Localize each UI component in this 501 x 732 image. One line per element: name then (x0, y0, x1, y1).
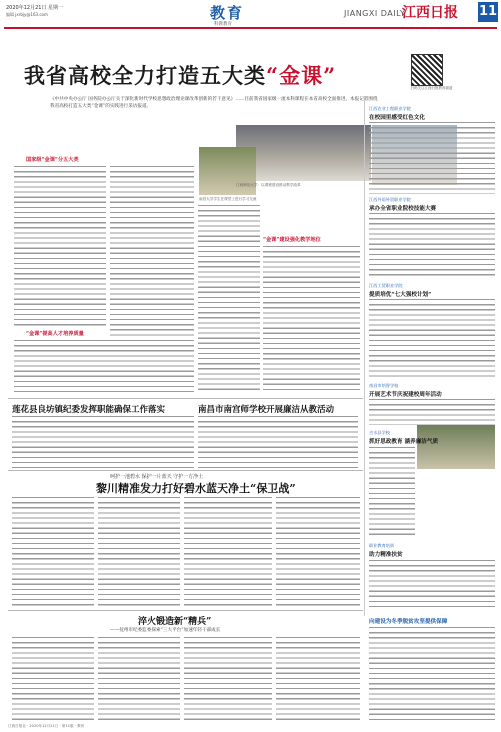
sidebar-5-title[interactable]: 抓好思政教育 涵养廉洁气质 (369, 439, 439, 445)
sidebar-7-title[interactable]: 向建设为冬季脱贫攻坚提供保障 (369, 619, 448, 625)
sidebar-3-title[interactable]: 提质培优“七大强校计划” (369, 292, 432, 298)
sidebar-4-title[interactable]: 开展艺术节庆祝建校周年活动 (369, 392, 442, 398)
page-headline (24, 60, 336, 90)
story-big-kicker: 呵护一池碧水 保护一片蓝天 守护一方净土 (110, 474, 204, 480)
page-number: 11 (478, 2, 498, 22)
story-bottom-col-1 (12, 637, 94, 723)
sidebar-4-body (369, 399, 495, 425)
subhead-quality: “金课”提高人才培养质量 (26, 331, 84, 337)
sidebar-6-kicker: 职业教育培训 (369, 543, 395, 548)
sidebar-photo (417, 425, 495, 469)
sidebar-1-kicker: 江西农业工程职业学院 (369, 106, 411, 111)
story-left-body (12, 416, 194, 468)
sidebar-divider (364, 96, 365, 616)
photo-caption-left: 南昌大学学生在课堂上进行学习交流 (199, 197, 257, 201)
headline-prefix: 我省高校全力打造五大类 (24, 63, 266, 88)
qr-code[interactable] (411, 54, 443, 86)
section-subtitle: 科教教育 (214, 22, 232, 27)
story-big-col-2 (98, 497, 180, 607)
photo-caption-top: 江西师范大学：以课程建设推动教学改革 (236, 183, 301, 187)
paper-name-en: JIANGXI DAILY (344, 9, 406, 18)
story-bottom-col-2 (98, 637, 180, 723)
story-big-title[interactable]: 黎川精准发力打好碧水蓝天净土“保卫战” (96, 482, 296, 495)
story-bottom-col-3 (184, 637, 272, 723)
lead-paragraph: 《中共中央办公厅 国务院办公厅关于深化新时代学校思想政治理论课改革创新的若干意见》……目前我省国家级一流本科课程在本省高校全面推进，本报记者围绕我省高校打造五大类“金课”的实践进行采访报道。 (50, 97, 378, 109)
sidebar-3-body (369, 299, 495, 379)
story-right-title[interactable]: 南昌市南宫师学校开展廉洁从教活动 (198, 405, 335, 415)
sidebar-1-body (369, 122, 495, 194)
main-article-col-1 (14, 166, 106, 326)
story-bottom-kicker: ——抚州市纪委监委探索“三大平台”加速年轻干部成长 (110, 628, 221, 633)
story-bottom-title[interactable]: 淬火锻造新“精兵” (138, 617, 212, 627)
section-title: 教育 (210, 4, 245, 22)
sidebar-2-kicker: 江西外语外贸职业学院 (369, 197, 411, 202)
story-big-col-3 (184, 497, 272, 607)
sidebar-1-title[interactable]: 在校园里感受红色文化 (369, 115, 425, 121)
sidebar-2-body (369, 213, 495, 279)
main-article-col-4 (263, 246, 360, 393)
story-big-col-4 (276, 497, 360, 607)
sidebar-5-kicker: 吉水县学校 (369, 430, 390, 435)
sidebar-3-kicker: 江西工贸职业学院 (369, 283, 403, 288)
sidebar-2-title[interactable]: 承办全省职业院校技能大赛 (369, 206, 437, 212)
subhead-teaching: “金课”建设强化教学地位 (263, 237, 321, 243)
sidebar-6-title[interactable]: 助力精准扶贫 (369, 552, 403, 558)
main-article-col-5 (14, 340, 194, 392)
subhead-five-types: 国家级“金课”分五大类 (26, 157, 79, 163)
issue-date: 2020年12月21日 星期一 (6, 5, 64, 11)
headline-quoted: “金课” (266, 63, 337, 88)
editor-email: 编辑 jxrbjy@163.com (6, 12, 48, 17)
story-big-col-1 (12, 497, 94, 607)
qr-caption: 扫码关注江西日报教育频道 (410, 86, 453, 90)
mid-rule (8, 398, 363, 399)
main-article-col-3 (198, 205, 260, 393)
sidebar-4-kicker: 南昌市培智学校 (369, 383, 399, 388)
main-article-col-2 (110, 166, 194, 336)
bottom-rule (8, 610, 363, 611)
story-left-title[interactable]: 莲花县良坊镇纪委发挥职能确保工作落实 (12, 405, 166, 415)
sidebar-5-body (369, 447, 415, 539)
page-footer: 江西日报社 · 2020年12月21日 · 第11版 · 教育 (8, 724, 85, 728)
lower-rule (8, 470, 363, 471)
header-rule (4, 27, 497, 29)
story-right-body (198, 416, 358, 468)
story-bottom-col-4 (276, 637, 360, 723)
sidebar-7-body (369, 627, 495, 721)
paper-logo: 江西日报 (402, 5, 458, 21)
sidebar-6-body (369, 560, 495, 610)
feature-photo-1 (236, 125, 371, 181)
